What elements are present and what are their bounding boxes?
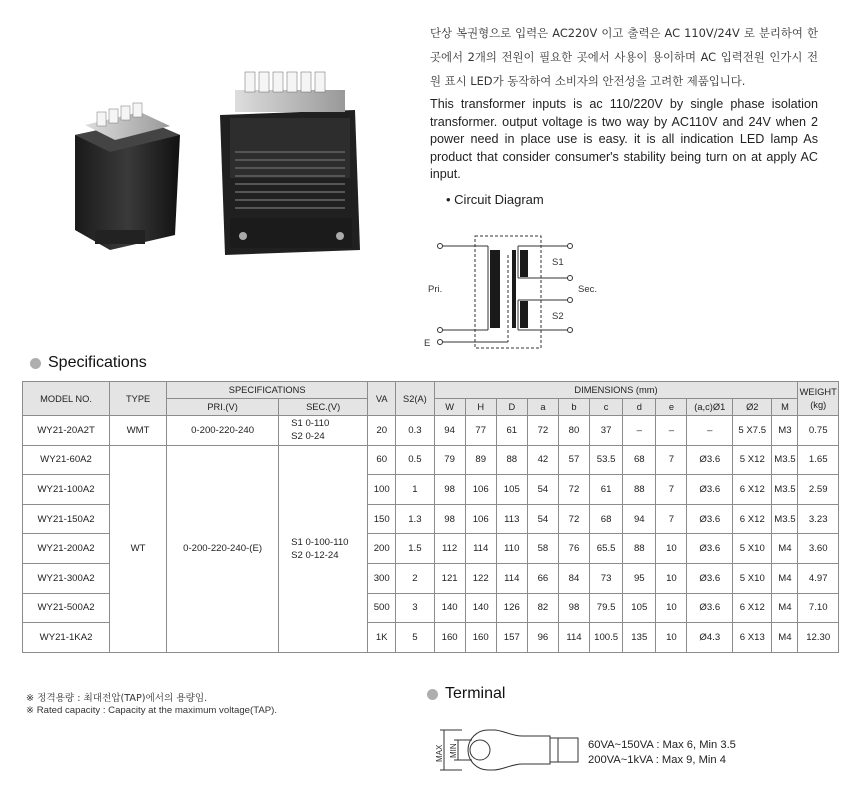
- header-pri: PRI.(V): [167, 399, 279, 416]
- terminal-title: Terminal: [427, 685, 505, 703]
- header-s2: S2(A): [396, 382, 434, 416]
- small-transformer-image: [75, 103, 180, 250]
- label-e: E: [424, 338, 431, 349]
- circuit-diagram: [420, 230, 620, 355]
- large-transformer-image: [220, 72, 360, 255]
- core-bar: [512, 250, 516, 328]
- label-s1: S1: [552, 257, 564, 268]
- table-row: WY21-150A2 150 1.3 98 106 113 54 72 68 94 7 Ø3.6 6 X12 M3.5 3.23: [23, 504, 839, 534]
- header-va: VA: [368, 382, 396, 416]
- header-dim-c: c: [590, 399, 623, 416]
- header-dim-h: H: [465, 399, 496, 416]
- description-english: This transformer inputs is ac 110/220V by single phase isolation transformer. output voltage is two way by AC110V and 24V when 2 power need in place use is easy. it is all indication LED lamp As product that consider consumer's stability being turn on at apply AC input.: [430, 97, 818, 181]
- header-specifications: SPECIFICATIONS: [167, 382, 368, 399]
- note-korean: ※ 정격용량 : 최대전압(TAP)에서의 용량임.: [26, 693, 208, 704]
- label-min: MIN: [449, 743, 458, 758]
- secondary-winding-s2: [520, 301, 528, 328]
- table-row: WY21-500A2 500 3 140 140 126 82 98 79.5 105 10 Ø3.6 6 X12 M4 7.10: [23, 593, 839, 623]
- terminal-spec-line-1: 60VA~150VA : Max 6, Min 3.5: [588, 739, 736, 751]
- table-row: WY21-60A2 WT 0-200-220-240-(E) S1 0-100-110 S2 0-12-24 60 0.5 79 89 88 42 57 53.5 68 7 Ø3.6 5 X12 M3.5 1.65: [23, 445, 839, 475]
- header-dim-d: D: [496, 399, 527, 416]
- bullet-dot-icon: [30, 358, 41, 369]
- primary-winding: [490, 250, 500, 328]
- header-sec: SEC.(V): [279, 399, 368, 416]
- description-korean: 단상 복권형으로 입력은 AC220V 이고 출력은 AC 110V/24V 로 분리하여 한곳에서 2개의 전원이 필요한 곳에서 사용이 용이하며 AC 입력전원 인가시 전원 표시 LED가 동작하여 소비자의 안전성을 고려한 제품입니다.: [430, 26, 818, 88]
- header-dimensions: DIMENSIONS (mm): [434, 382, 798, 399]
- terminal-specs: [588, 738, 736, 768]
- header-dim-w: W: [434, 399, 465, 416]
- header-dim-a: a: [527, 399, 558, 416]
- header-weight: WEIGHT (kg): [798, 382, 839, 416]
- secondary-winding-s1: [520, 250, 528, 277]
- product-photo: [55, 60, 375, 260]
- bullet-dot-icon: [427, 689, 438, 700]
- specifications-table: [22, 381, 839, 653]
- note-english: ※ Rated capacity : Capacity at the maximum voltage(TAP).: [26, 705, 277, 716]
- circuit-diagram-title: • Circuit Diagram: [446, 192, 544, 207]
- table-row: WY21-1KA2 1K 5 160 160 157 96 114 100.5 135 10 Ø4.3 6 X13 M4 12.30: [23, 623, 839, 653]
- header-model: MODEL NO.: [23, 382, 110, 416]
- header-dim-b: b: [558, 399, 589, 416]
- label-pri: Pri.: [428, 284, 443, 295]
- header-dim-d2: d: [623, 399, 656, 416]
- label-s2: S2: [552, 311, 564, 322]
- terminal-spec-line-2: 200VA~1kVA : Max 9, Min 4: [588, 754, 726, 766]
- header-dim-e: e: [656, 399, 687, 416]
- header-type: TYPE: [110, 382, 167, 416]
- table-row: WY21-200A2 200 1.5 112 114 110 58 76 65.5 88 10 Ø3.6 5 X10 M4 3.60: [23, 534, 839, 564]
- table-row: WY21-20A2T WMT 0-200-220-240 S1 0-110 S2 0-24 20 0.3 94 77 61 72 80 37 – – – 5 X7.5 M3 0.75: [23, 416, 839, 446]
- terminal-diagram: [432, 718, 582, 780]
- header-dim-m: M: [772, 399, 798, 416]
- label-max: MAX: [435, 744, 444, 762]
- specifications-title: Specifications: [30, 354, 147, 372]
- table-row: WY21-300A2 300 2 121 122 114 66 84 73 95 10 Ø3.6 5 X10 M4 4.97: [23, 563, 839, 593]
- header-dim-phi2: Ø2: [733, 399, 772, 416]
- table-row: WY21-100A2 100 1 98 106 105 54 72 61 88 7 Ø3.6 6 X12 M3.5 2.59: [23, 475, 839, 505]
- header-dim-phi1: (a,c)Ø1: [687, 399, 733, 416]
- label-sec: Sec.: [578, 284, 598, 295]
